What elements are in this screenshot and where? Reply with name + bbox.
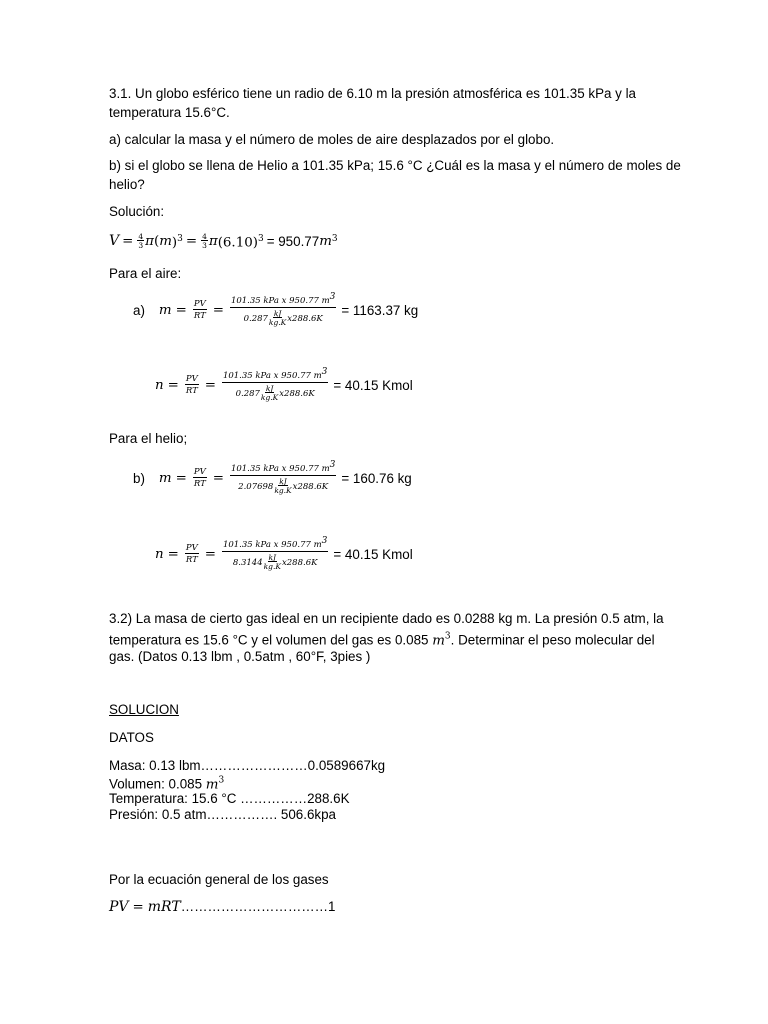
part-a-text: a) calcular la masa y el número de moles de aire desplazados por el globo. xyxy=(109,132,555,147)
part-b-line2: helio? xyxy=(109,177,145,192)
volume-equation: V = $\frac{4}{3}$ π ( m )$^3$ = $\frac{4}{3}$ π $(6.10)^3$ = 950.77 m $^3$ xyxy=(109,231,338,251)
part-b-line1: b) si el globo se llena de Helio a 101.35 kPa; 15.6 °C ¿Cuál es la masa y el número de moles de xyxy=(109,158,681,173)
volume-data: Volumen: 0.085 $m^3$ xyxy=(109,776,225,793)
air-mass-equation: a) m = $\frac{PV}{RT}$ = 101.35 kPa x 950.77 $m^3$ 0.287 $\frac{kJ}{kg.K}$ x288.6K = 1163.37 kg xyxy=(133,292,419,328)
problem-3-2-line1: 3.2) La masa de cierto gas ideal en un recipiente dado es 0.0288 kg m. La presión 0.5 atm, la xyxy=(109,611,664,626)
helium-label: Para el helio; xyxy=(109,431,188,446)
problem-3-2-line3: gas. (Datos 0.13 lbm , 0.5atm , 60°F, 3pies ) xyxy=(109,649,371,664)
data-heading: DATOS xyxy=(109,730,154,745)
solution-label: Solución: xyxy=(109,204,165,219)
gas-equation-label: Por la ecuación general de los gases xyxy=(109,872,329,887)
pressure-data: Presión: 0.5 atm……………. 506.6kpa xyxy=(109,807,336,822)
helium-mass-equation: b) m = $\frac{PV}{RT}$ = 101.35 kPa x 950.77 $m^3$ 2.07698 $\frac{kJ}{kg.K}$ x288.6K = 160.76 kg xyxy=(133,460,412,496)
gas-equation: PV = mRT……………………………1 xyxy=(109,899,336,915)
solution-heading: SOLUCION xyxy=(109,702,179,717)
helium-moles-equation: n = $\frac{PV}{RT}$ = 101.35 kPa x 950.77 $m^3$ 8.3144 $\frac{kJ}{kg.K}$ x288.6K = 40.15 Kmol xyxy=(155,536,413,572)
mass-data: Masa: 0.13 lbm……………………0.0589667kg xyxy=(109,758,386,773)
air-moles-equation: n = $\frac{PV}{RT}$ = 101.35 kPa x 950.77 $m^3$ 0.287 $\frac{kJ}{kg.K}$ x288.6K = 40.15 Kmol xyxy=(155,367,413,403)
problem-3-2-line2: temperatura es 15.6 °C y el volumen del gas es 0.085 $m^3$. Determinar el peso molecular del xyxy=(109,632,655,649)
problem-3-1-line1: 3.1. Un globo esférico tiene un radio de 6.10 m la presión atmosférica es 101.35 kPa y la xyxy=(109,86,637,101)
problem-3-1-line2: temperatura 15.6°C. xyxy=(109,105,230,120)
air-label: Para el aire: xyxy=(109,266,182,281)
temperature-data: Temperatura: 15.6 °C ……………288.6K xyxy=(109,791,350,806)
